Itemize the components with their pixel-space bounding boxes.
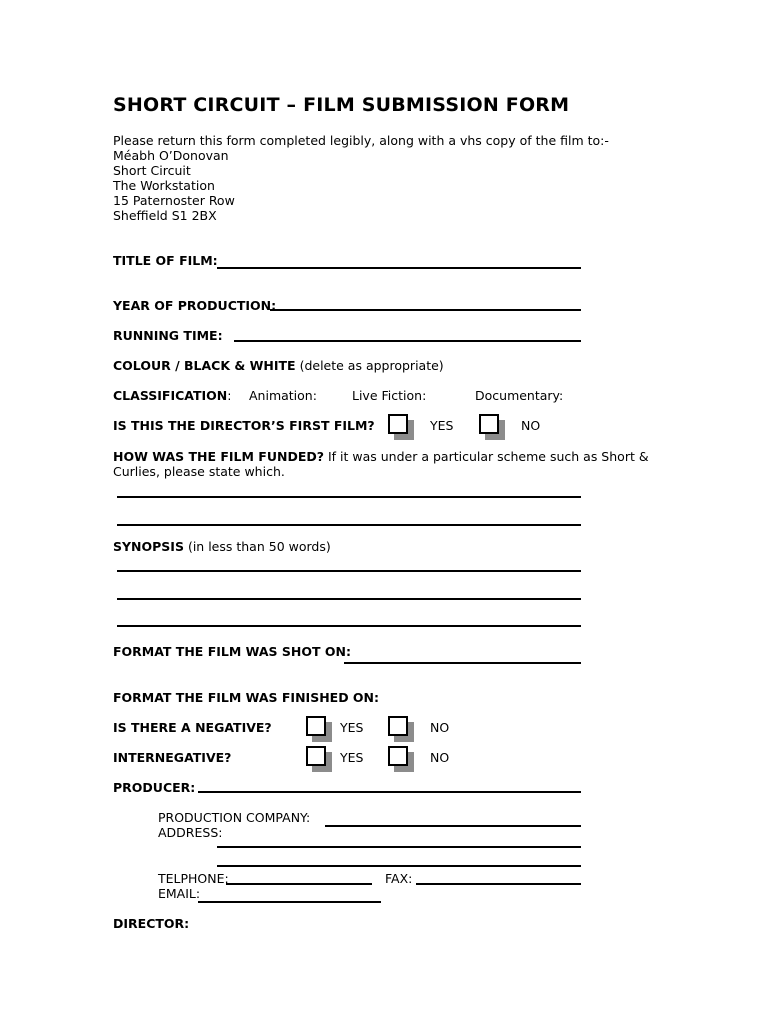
internegative-no-checkbox[interactable] — [388, 746, 408, 766]
negative-yes-label: YES — [340, 720, 364, 735]
fax-label: FAX: — [385, 871, 413, 886]
internegative-yes-checkbox[interactable] — [306, 746, 326, 766]
address-line: Sheffield S1 2BX — [113, 208, 217, 223]
fax-field[interactable] — [416, 883, 581, 885]
negative-yes-checkbox[interactable] — [306, 716, 326, 736]
address-label: ADDRESS: — [158, 825, 223, 840]
production-company-field[interactable] — [325, 825, 581, 827]
address-line[interactable] — [217, 865, 581, 867]
colour-note: (delete as appropriate) — [299, 358, 444, 373]
synopsis-label: SYNOPSIS (in less than 50 words) — [113, 539, 331, 554]
title-of-film-field[interactable] — [217, 267, 581, 269]
colour-label[interactable]: COLOUR / BLACK & WHITE — [113, 358, 296, 373]
negative-no-checkbox[interactable] — [388, 716, 408, 736]
funded-answer-line[interactable] — [117, 524, 581, 526]
director-label: DIRECTOR: — [113, 916, 190, 931]
internegative-no-label: NO — [430, 750, 450, 765]
first-film-yes-label: YES — [430, 418, 454, 433]
year-of-production-label: YEAR OF PRODUCTION: — [113, 298, 277, 313]
first-film-question: IS THIS THE DIRECTOR’S FIRST FILM? — [113, 418, 375, 433]
classification-animation[interactable]: Animation: — [249, 388, 317, 403]
address-line[interactable] — [217, 846, 581, 848]
telephone-label: TELPHONE: — [158, 871, 229, 886]
funded-note: Curlies, please state which. — [113, 464, 285, 479]
address-line: The Workstation — [113, 178, 215, 193]
funded-question: HOW WAS THE FILM FUNDED? If it was under a particular scheme such as Short & — [113, 449, 649, 464]
synopsis-line[interactable] — [117, 598, 581, 600]
running-time-label: RUNNING TIME: — [113, 328, 223, 343]
producer-field[interactable] — [198, 791, 581, 793]
synopsis-line[interactable] — [117, 570, 581, 572]
email-field[interactable] — [198, 901, 381, 903]
return-address — [113, 148, 235, 223]
classification-documentary[interactable]: Documentary: — [475, 388, 564, 403]
address-line: Short Circuit — [113, 163, 191, 178]
first-film-no-checkbox[interactable] — [479, 414, 499, 434]
format-finished-label: FORMAT THE FILM WAS FINISHED ON: — [113, 690, 380, 705]
email-label: EMAIL: — [158, 886, 201, 901]
internegative-yes-label: YES — [340, 750, 364, 765]
year-of-production-field[interactable] — [270, 309, 581, 311]
first-film-no-label: NO — [521, 418, 541, 433]
intro-text: Please return this form completed legibly, along with a vhs copy of the film to:- — [113, 133, 609, 148]
address-line: 15 Paternoster Row — [113, 193, 235, 208]
production-company-label: PRODUCTION COMPANY: — [158, 810, 311, 825]
telephone-field[interactable] — [226, 883, 372, 885]
title-of-film-label: TITLE OF FILM: — [113, 253, 218, 268]
funded-answer-line[interactable] — [117, 496, 581, 498]
address-line: Méabh O’Donovan — [113, 148, 229, 163]
synopsis-line[interactable] — [117, 625, 581, 627]
classification-live-fiction[interactable]: Live Fiction: — [352, 388, 427, 403]
form-title: SHORT CIRCUIT – FILM SUBMISSION FORM — [113, 94, 570, 116]
colour-row — [113, 358, 444, 373]
format-shot-field[interactable] — [344, 662, 581, 664]
first-film-yes-checkbox[interactable] — [388, 414, 408, 434]
classification-label: CLASSIFICATION: — [113, 388, 232, 403]
format-shot-label: FORMAT THE FILM WAS SHOT ON: — [113, 644, 351, 659]
internegative-question: INTERNEGATIVE? — [113, 750, 232, 765]
producer-label: PRODUCER: — [113, 780, 196, 795]
negative-no-label: NO — [430, 720, 450, 735]
running-time-field[interactable] — [234, 340, 581, 342]
negative-question: IS THERE A NEGATIVE? — [113, 720, 272, 735]
